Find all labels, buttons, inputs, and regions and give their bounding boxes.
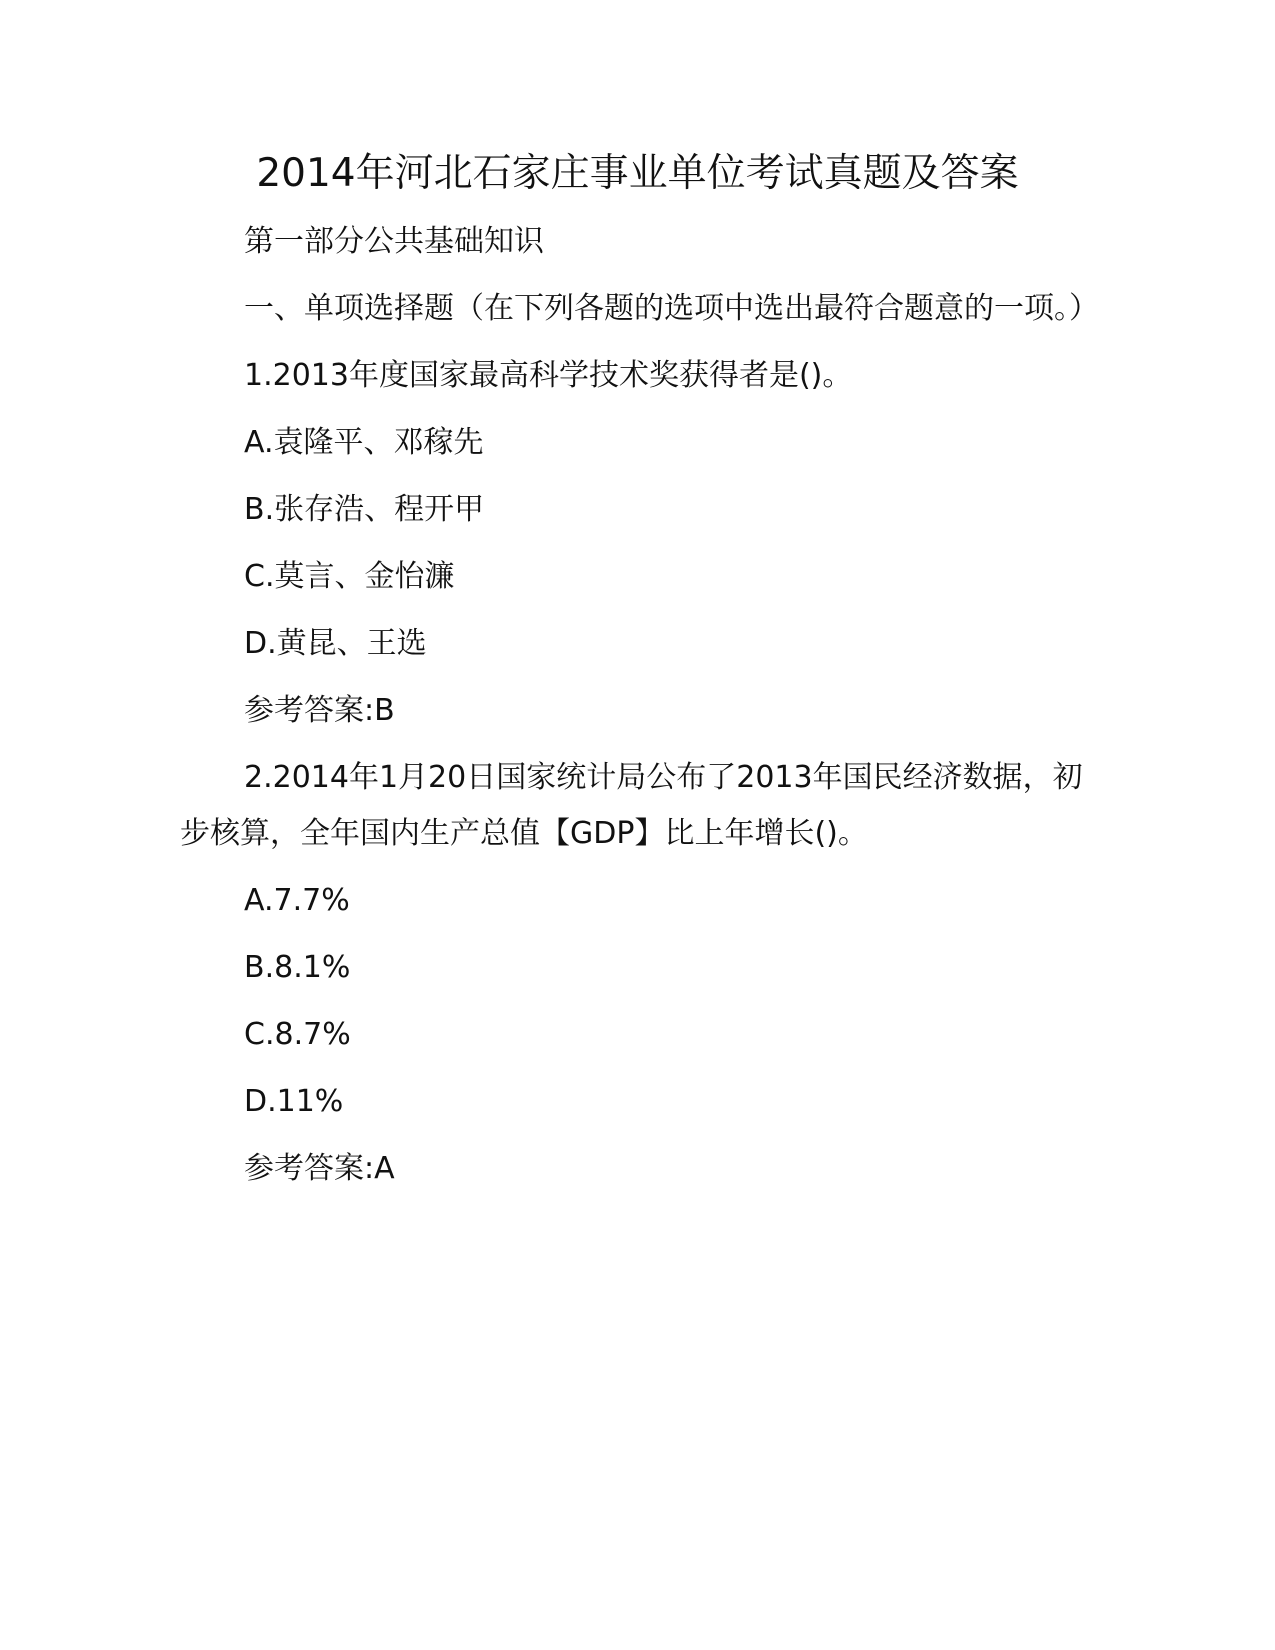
question-1-option-a: A.袁隆平、邓稼先 xyxy=(244,425,484,460)
question-2-option-d: D.11% xyxy=(244,1084,344,1119)
document-body xyxy=(180,214,1100,1197)
section-heading: 一、单项选择题（在下列各题的选项中选出最符合题意的一项。） xyxy=(244,291,1099,326)
question-2-stem: 2.2014年1月20日国家统计局公布了2013年国民经济数据，初步核算，全年国内生产总值【GDP】比上年增长()。 xyxy=(180,760,1083,851)
question-1-option-c: C.莫言、金怡濂 xyxy=(244,559,455,594)
question-2-option-b: B.8.1% xyxy=(244,950,351,985)
question-1-option-d: D.黄昆、王选 xyxy=(244,626,427,661)
part-heading: 第一部分公共基础知识 xyxy=(244,224,544,259)
question-2-option-a: A.7.7% xyxy=(244,883,350,918)
document-title: 2014年河北石家庄事业单位考试真题及答案 xyxy=(256,151,1019,196)
question-1-option-b: B.张存浩、程开甲 xyxy=(244,492,485,527)
question-1-answer: 参考答案:B xyxy=(244,693,395,728)
question-2-option-c: C.8.7% xyxy=(244,1017,351,1052)
question-1-stem: 1.2013年度国家最高科学技术奖获得者是()。 xyxy=(244,358,853,393)
question-2-answer: 参考答案:A xyxy=(244,1151,395,1186)
